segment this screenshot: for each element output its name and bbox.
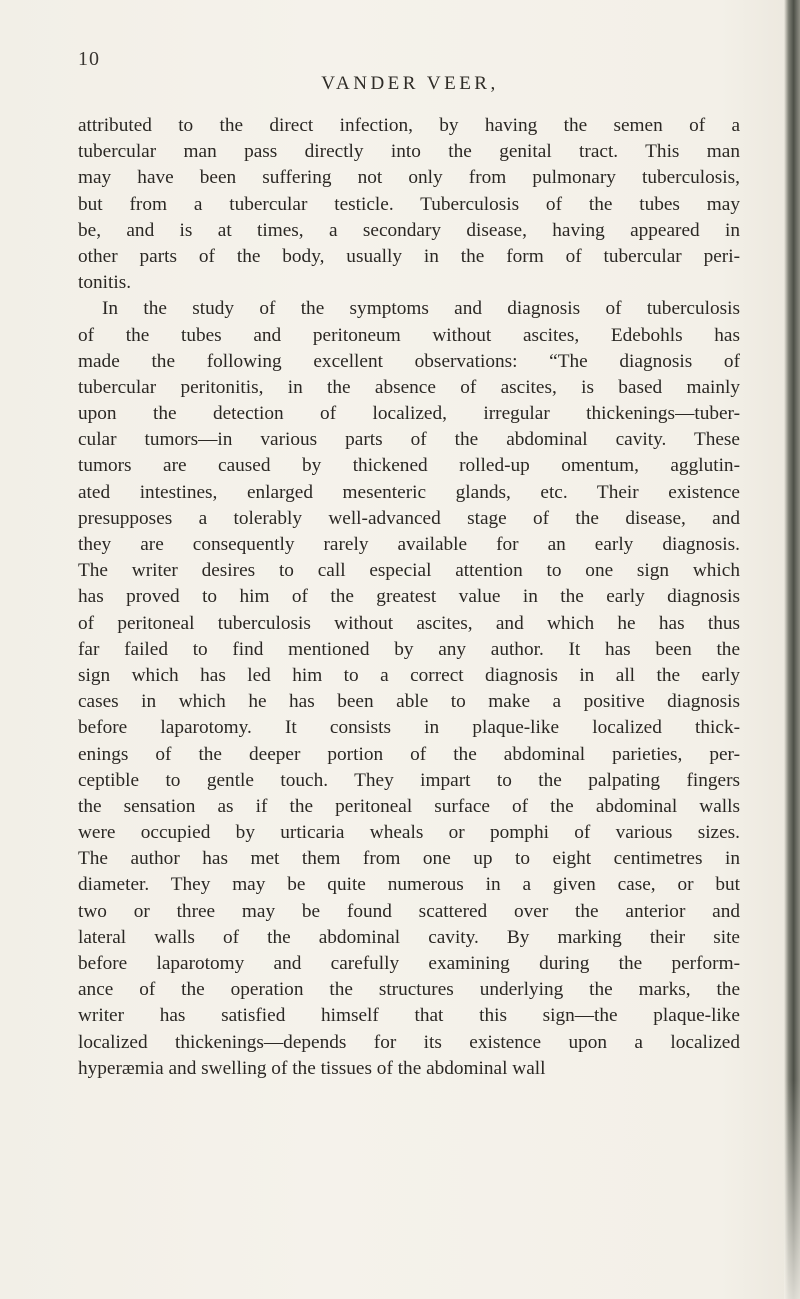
text-line: were occupied by urticaria wheals or pomphi of various sizes. <box>78 822 740 844</box>
text-line: ceptible to gentle touch. They impart to the palpating fingers <box>78 769 740 791</box>
paragraph-1 <box>78 113 740 296</box>
text-line: cases in which he has been able to make a positive diagnosis <box>78 691 740 713</box>
text-line: tumors are caused by thickened rolled-up omentum, agglutin- <box>78 455 740 477</box>
text-line: In the study of the symptoms and diagnosis of tuberculosis <box>102 298 740 320</box>
text-line: before laparotomy and carefully examining during the perform- <box>78 953 740 974</box>
text-line: they are consequently rarely available for an early diagnosis. <box>78 534 740 555</box>
text-line: cular tumors—in various parts of the abdominal cavity. These <box>78 429 740 451</box>
text-line: tubercular man pass directly into the genital tract. This man <box>78 141 740 163</box>
text-line: but from a tubercular testicle. Tuberculosis of the tubes may <box>78 193 740 215</box>
text-line: be, and is at times, a secondary disease, having appeared in <box>78 219 740 241</box>
text-line: may have been suffering not only from pulmonary tuberculosis, <box>78 167 740 189</box>
text-line: enings of the deeper portion of the abdominal parieties, per- <box>78 743 740 765</box>
text-line: two or three may be found scattered over the anterior and <box>78 900 740 922</box>
text-line: attributed to the direct infection, by having the semen of a <box>78 115 740 136</box>
text-line: upon the detection of localized, irregular thickenings—tuber- <box>78 403 740 425</box>
text-line: ated intestines, enlarged mesenteric glands, etc. Their existence <box>78 481 740 503</box>
text-line: made the following excellent observations: “The diagnosis of <box>78 350 740 372</box>
text-line: writer has satisfied himself that this sign—the plaque-like <box>78 1005 740 1027</box>
text-line: hyperæmia and swelling of the tissues of the abdominal wall <box>78 1057 546 1079</box>
text-line: ance of the operation the structures underlying the marks, the <box>78 979 740 1001</box>
text-line: lateral walls of the abdominal cavity. By marking their site <box>78 926 740 948</box>
body-text <box>78 113 740 1082</box>
text-line: of peritoneal tuberculosis without ascites, and which he has thus <box>78 612 740 634</box>
text-line: presupposes a tolerably well-advanced stage of the disease, and <box>78 507 740 529</box>
text-line: localized thickenings—depends for its existence upon a localized <box>78 1031 740 1053</box>
running-head: VANDER VEER, <box>321 73 499 94</box>
page-number: 10 <box>78 48 100 70</box>
text-line: has proved to him of the greatest value in the early diagnosis <box>78 586 740 608</box>
text-line: far failed to find mentioned by any author. It has been the <box>78 638 740 660</box>
text-line: The author has met them from one up to eight centimetres in <box>78 848 740 870</box>
text-line: diameter. They may be quite numerous in a given case, or but <box>78 874 740 896</box>
text-line: the sensation as if the peritoneal surface of the abdominal walls <box>78 795 740 817</box>
text-line: before laparotomy. It consists in plaque-like localized thick- <box>78 717 740 739</box>
spine-fade <box>784 1080 800 1299</box>
text-line: of the tubes and peritoneum without ascites, Edebohls has <box>78 324 740 346</box>
text-line: sign which has led him to a correct diagnosis in all the early <box>78 664 740 686</box>
text-line: The writer desires to call especial attention to one sign which <box>78 560 740 582</box>
text-line: other parts of the body, usually in the form of tubercular peri- <box>78 245 740 267</box>
paragraph-2 <box>78 296 740 1082</box>
text-line: tubercular peritonitis, in the absence of ascites, is based mainly <box>78 376 740 398</box>
text-line: tonitis. <box>78 272 132 294</box>
